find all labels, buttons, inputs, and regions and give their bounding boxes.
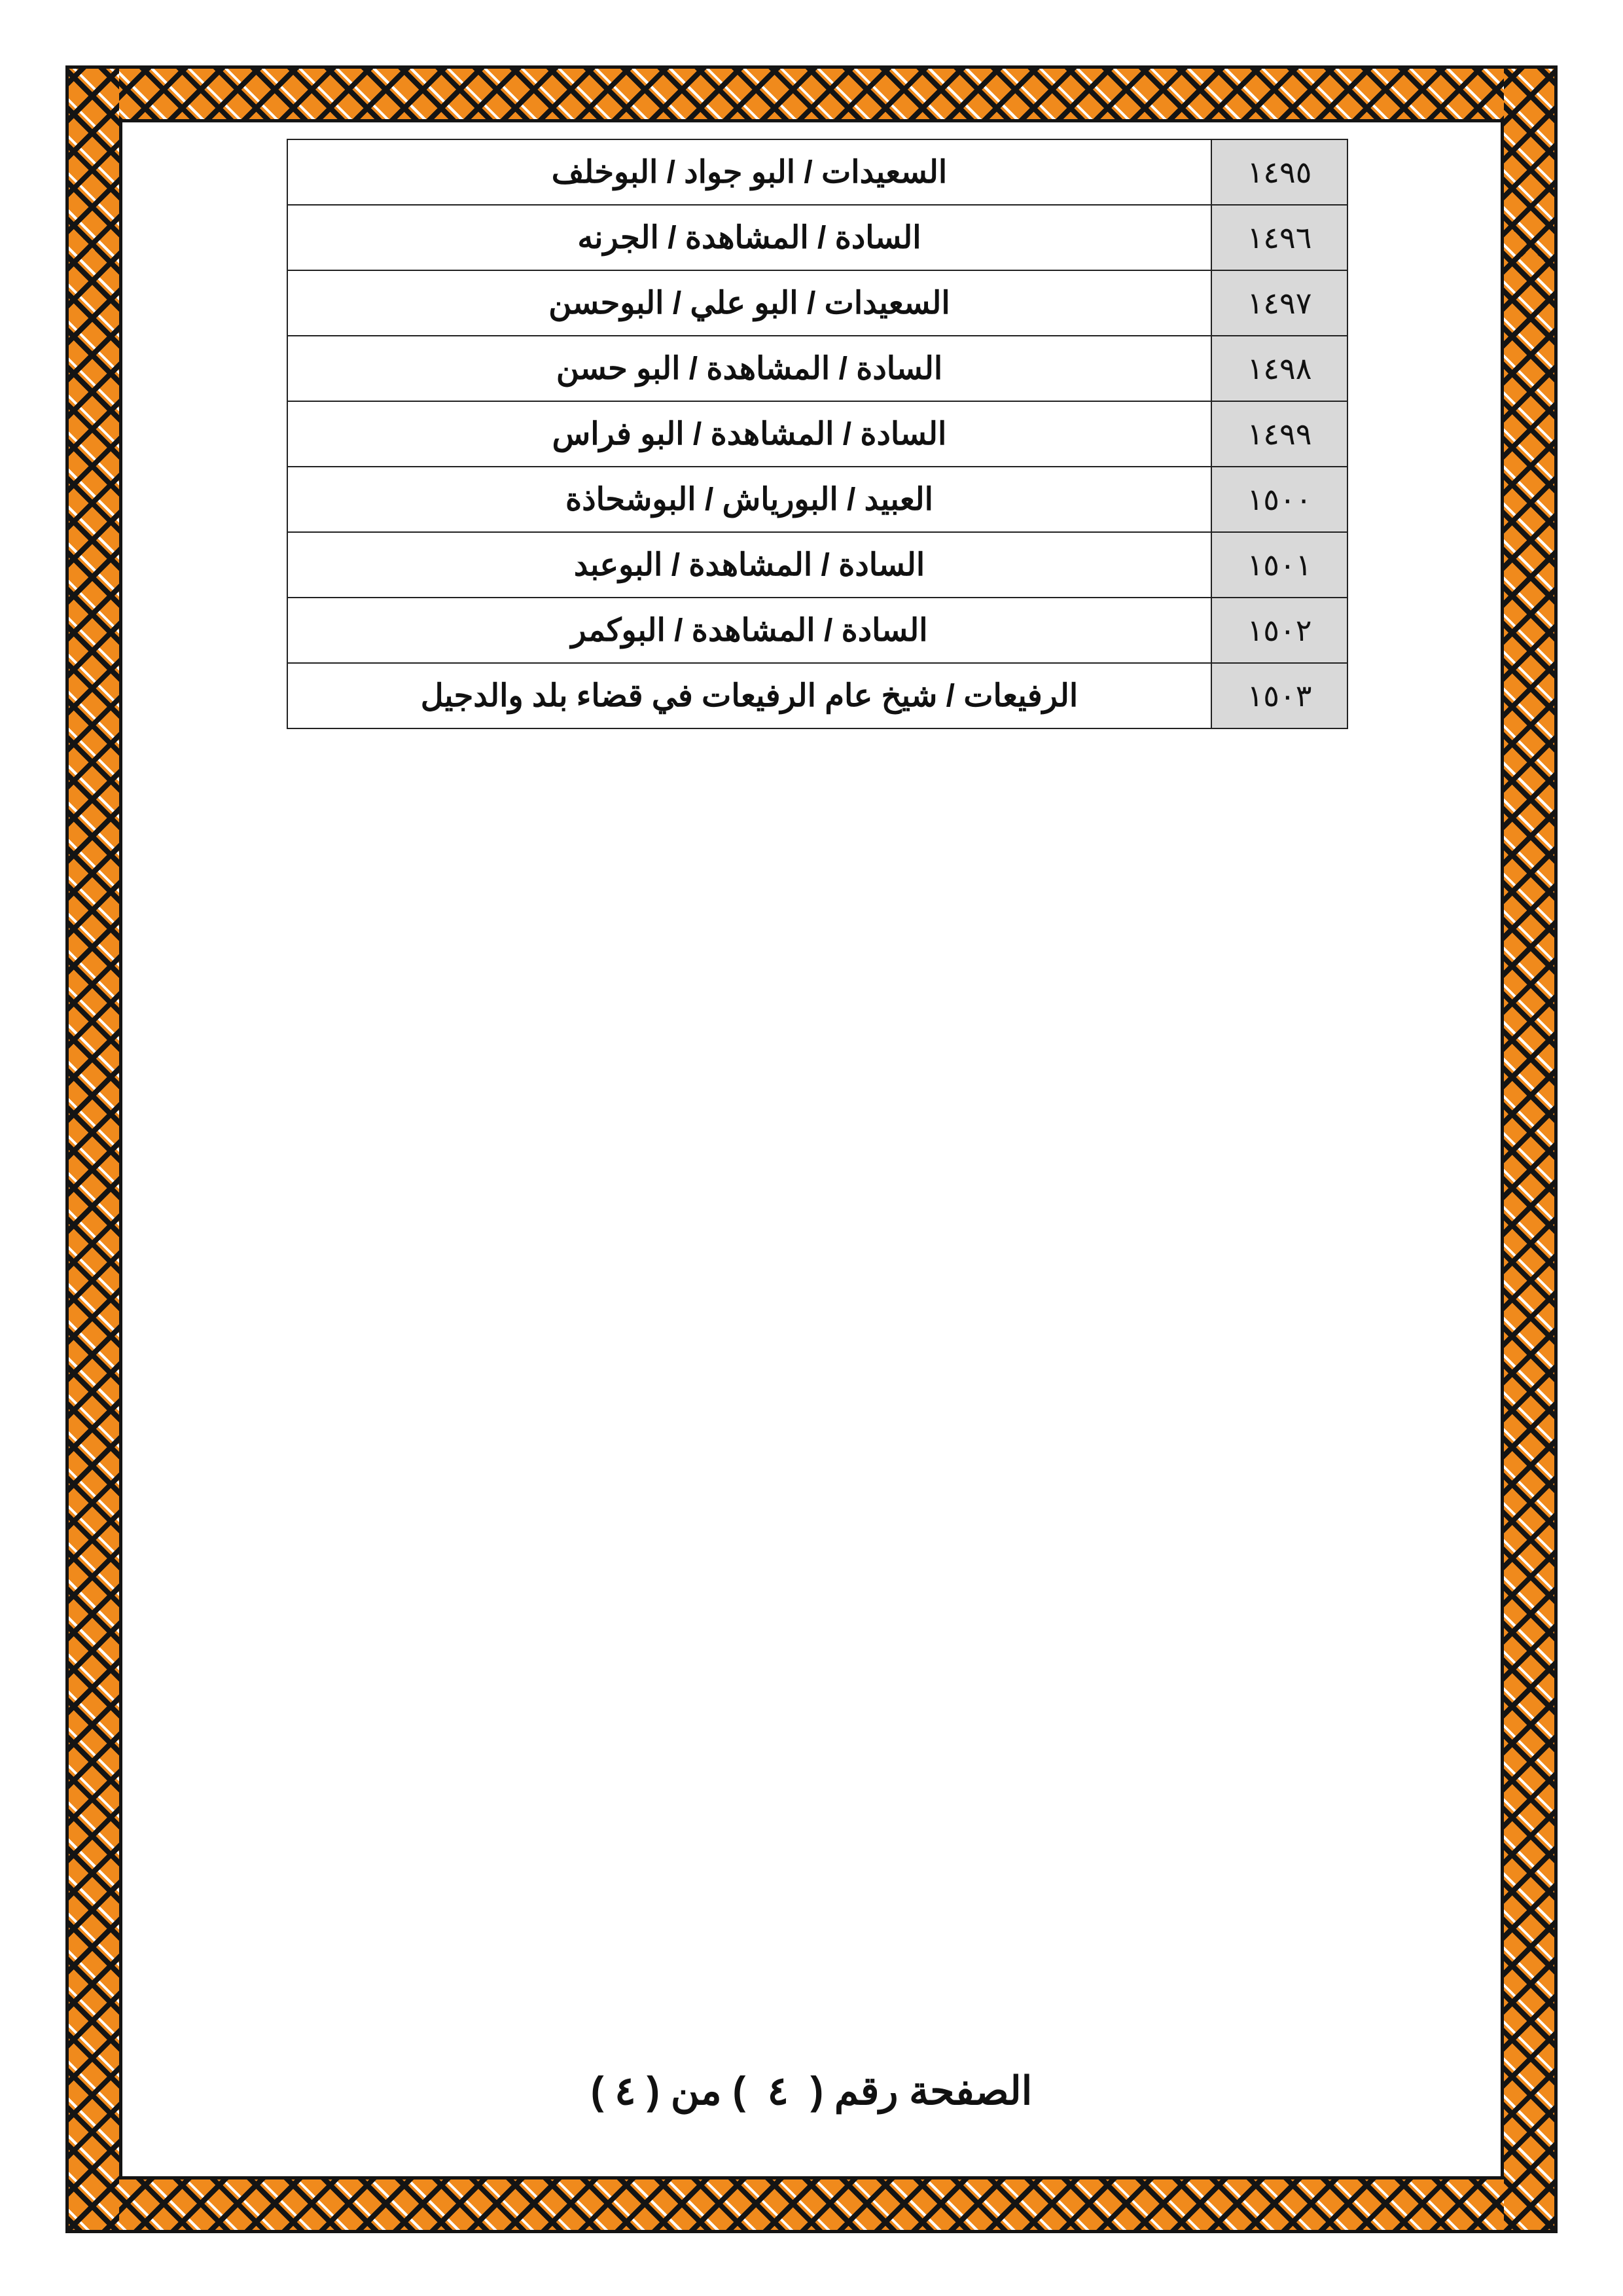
row-number-cell: ١٥٠١ [1211, 532, 1347, 598]
row-number-cell: ١٤٩٥ [1211, 139, 1347, 205]
table-row [287, 663, 1347, 728]
table-row [287, 467, 1347, 532]
row-number-cell: ١٥٠٣ [1211, 663, 1347, 728]
row-number-cell: ١٤٩٨ [1211, 336, 1347, 401]
row-number-cell: ١٥٠٠ [1211, 467, 1347, 532]
row-number-cell: ١٤٩٩ [1211, 401, 1347, 467]
row-name-cell: السعيدات / البو جواد / البوخلف [287, 139, 1211, 205]
table-row [287, 598, 1347, 663]
table-row [287, 336, 1347, 401]
table-row [287, 139, 1347, 205]
row-name-cell: السادة / المشاهدة / البوكمر [287, 598, 1211, 663]
row-name-cell: السادة / المشاهدة / البو فراس [287, 401, 1211, 467]
row-name-cell: السادة / المشاهدة / البو حسن [287, 336, 1211, 401]
table-row [287, 270, 1347, 336]
row-name-cell: السادة / المشاهدة / البوعبد [287, 532, 1211, 598]
table-row [287, 532, 1347, 598]
table-row [287, 401, 1347, 467]
row-name-cell: العبيد / البورياش / البوشحاذة [287, 467, 1211, 532]
row-number-cell: ١٤٩٧ [1211, 270, 1347, 336]
row-name-cell: السعيدات / البو علي / البوحسن [287, 270, 1211, 336]
table-body [287, 139, 1347, 728]
row-number-cell: ١٥٠٢ [1211, 598, 1347, 663]
row-name-cell: السادة / المشاهدة / الجرنه [287, 205, 1211, 270]
tribes-table [287, 139, 1348, 729]
row-name-cell: الرفيعات / شيخ عام الرفيعات في قضاء بلد والدجيل [287, 663, 1211, 728]
row-number-cell: ١٤٩٦ [1211, 205, 1347, 270]
table-row [287, 205, 1347, 270]
page-number-footer: الصفحة رقم ( ٤ ) من ( ٤ ) [590, 2069, 1033, 2113]
